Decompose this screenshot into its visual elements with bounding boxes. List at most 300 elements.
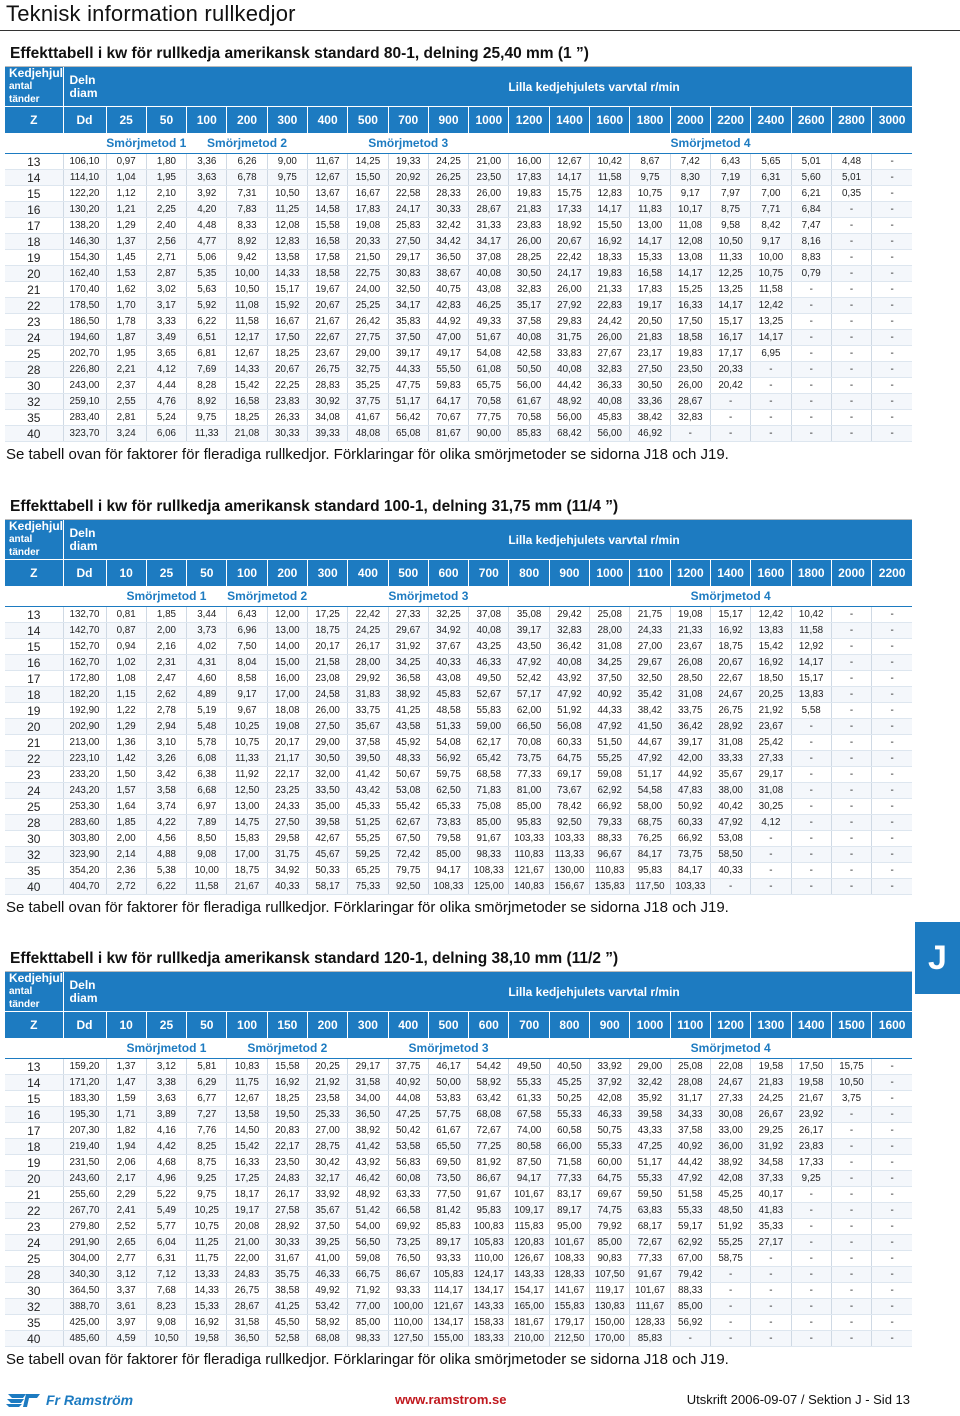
power-value: 14,75 bbox=[227, 815, 267, 831]
table-note: Se tabell ovan för faktorer för fleradiga rullkedjor. Förklaringar för olika smörjmetoder se sidorna J18 och J19. bbox=[6, 446, 729, 463]
power-value: 1,71 bbox=[106, 1107, 146, 1123]
rpm-value: 1200 bbox=[509, 107, 549, 134]
power-value: 61,08 bbox=[469, 362, 509, 378]
power-value: 15,42 bbox=[751, 639, 791, 655]
rpm-value: 1800 bbox=[791, 560, 831, 587]
power-value: 5,01 bbox=[791, 154, 831, 170]
rpm-value: 1200 bbox=[710, 1012, 750, 1039]
power-value: 32,83 bbox=[670, 410, 710, 426]
power-value: 43,92 bbox=[348, 1155, 388, 1171]
power-value: 40,42 bbox=[710, 799, 750, 815]
power-value: 43,50 bbox=[509, 639, 549, 655]
power-value: 24,67 bbox=[710, 687, 750, 703]
power-value: 2,71 bbox=[146, 250, 186, 266]
rpm-value: 300 bbox=[348, 1012, 388, 1039]
power-value: 2,31 bbox=[146, 655, 186, 671]
power-value: 35,00 bbox=[307, 799, 347, 815]
power-value: 1,80 bbox=[146, 154, 186, 170]
power-value: - bbox=[751, 1331, 791, 1347]
power-value: 26,75 bbox=[710, 703, 750, 719]
power-value: - bbox=[831, 1139, 871, 1155]
power-value: 2,14 bbox=[106, 847, 146, 863]
teeth-count: 20 bbox=[5, 266, 63, 282]
table-row bbox=[5, 879, 912, 895]
power-value: - bbox=[751, 1283, 791, 1299]
pitch-diameter: 142,70 bbox=[63, 623, 106, 639]
power-value: 6,29 bbox=[187, 1075, 227, 1091]
teeth-count: 17 bbox=[5, 671, 63, 687]
power-value: 18,50 bbox=[751, 671, 791, 687]
power-value: - bbox=[831, 218, 871, 234]
power-value: 58,17 bbox=[307, 879, 347, 895]
power-value: 19,67 bbox=[307, 282, 347, 298]
power-value: 2,00 bbox=[146, 623, 186, 639]
power-value: 4,12 bbox=[751, 815, 791, 831]
pitch-diameter: 364,50 bbox=[63, 1283, 106, 1299]
table-row bbox=[5, 234, 912, 250]
table-row bbox=[5, 1267, 912, 1283]
power-value: - bbox=[831, 767, 871, 783]
power-value: 35,08 bbox=[509, 607, 549, 623]
power-value: 45,50 bbox=[267, 1315, 307, 1331]
pitch-diameter: 255,60 bbox=[63, 1187, 106, 1203]
power-value: 31,08 bbox=[590, 639, 630, 655]
power-value: 15,42 bbox=[227, 378, 267, 394]
power-value: 100,00 bbox=[388, 1299, 428, 1315]
power-value: 40,08 bbox=[549, 655, 589, 671]
power-value: 28,25 bbox=[509, 250, 549, 266]
power-value: 134,17 bbox=[469, 1283, 509, 1299]
power-value: - bbox=[791, 863, 831, 879]
power-value: - bbox=[831, 426, 871, 442]
power-value: 25,42 bbox=[751, 735, 791, 751]
power-value: 27,00 bbox=[307, 1123, 347, 1139]
power-value: - bbox=[831, 1267, 871, 1283]
power-value: 22,83 bbox=[590, 298, 630, 314]
power-value: 55,25 bbox=[710, 1235, 750, 1251]
power-value: 1,50 bbox=[106, 767, 146, 783]
power-value: 15,25 bbox=[670, 282, 710, 298]
power-value: 125,00 bbox=[469, 879, 509, 895]
page-footer bbox=[0, 1390, 960, 1416]
power-value: 55,50 bbox=[428, 362, 468, 378]
pitch-diameter: 485,60 bbox=[63, 1331, 106, 1347]
power-value: 51,50 bbox=[590, 735, 630, 751]
power-value: 3,89 bbox=[146, 1107, 186, 1123]
power-value: 64,17 bbox=[428, 394, 468, 410]
teeth-count: 40 bbox=[5, 1331, 63, 1347]
sprocket-header bbox=[5, 520, 63, 560]
power-value: 1,95 bbox=[146, 170, 186, 186]
power-value: 19,33 bbox=[388, 154, 428, 170]
teeth-count: 24 bbox=[5, 330, 63, 346]
power-value: - bbox=[791, 1299, 831, 1315]
table-row bbox=[5, 1187, 912, 1203]
power-value: 44,42 bbox=[549, 378, 589, 394]
table-row bbox=[5, 410, 912, 426]
power-value: 6,22 bbox=[146, 879, 186, 895]
power-value: 23,92 bbox=[791, 1107, 831, 1123]
power-value: 84,17 bbox=[670, 863, 710, 879]
power-value: 11,58 bbox=[751, 282, 791, 298]
power-value: 72,67 bbox=[469, 1123, 509, 1139]
power-value: 26,25 bbox=[428, 170, 468, 186]
power-value: - bbox=[791, 847, 831, 863]
power-value: 11,33 bbox=[227, 751, 267, 767]
power-value: 62,17 bbox=[469, 735, 509, 751]
power-value: 156,67 bbox=[549, 879, 589, 895]
power-value: 67,00 bbox=[670, 1251, 710, 1267]
power-value: 103,33 bbox=[509, 831, 549, 847]
power-value: 32,00 bbox=[307, 767, 347, 783]
power-value: 90,83 bbox=[590, 1251, 630, 1267]
power-value: 40,50 bbox=[549, 1059, 589, 1075]
power-value: 46,33 bbox=[307, 1267, 347, 1283]
power-value: 24,42 bbox=[590, 314, 630, 330]
power-value: 65,50 bbox=[428, 1139, 468, 1155]
power-value: 86,67 bbox=[388, 1267, 428, 1283]
pitch-diameter: 152,70 bbox=[63, 639, 106, 655]
z-label: Z bbox=[5, 107, 63, 134]
power-value: 61,67 bbox=[509, 394, 549, 410]
power-value: 77,33 bbox=[509, 767, 549, 783]
power-value: 51,25 bbox=[348, 815, 388, 831]
power-value: 10,50 bbox=[146, 1331, 186, 1347]
power-value: 8,25 bbox=[187, 1139, 227, 1155]
power-value: - bbox=[872, 154, 912, 170]
power-value: - bbox=[831, 671, 871, 687]
power-value: 96,67 bbox=[590, 847, 630, 863]
power-value: 10,83 bbox=[227, 1059, 267, 1075]
power-value: 14,17 bbox=[670, 266, 710, 282]
power-value: 7,27 bbox=[187, 1107, 227, 1123]
power-value: 14,50 bbox=[227, 1123, 267, 1139]
pitch-diameter: 253,30 bbox=[63, 799, 106, 815]
power-value: 14,17 bbox=[549, 170, 589, 186]
power-value: 67,50 bbox=[388, 831, 428, 847]
power-value: 20,33 bbox=[348, 234, 388, 250]
power-value: 29,67 bbox=[630, 655, 670, 671]
power-value: 11,33 bbox=[710, 250, 750, 266]
teeth-count: 22 bbox=[5, 298, 63, 314]
power-value: 23,67 bbox=[670, 639, 710, 655]
power-value: 23,50 bbox=[267, 1155, 307, 1171]
power-value: 3,74 bbox=[146, 799, 186, 815]
power-value: 91,67 bbox=[630, 1267, 670, 1283]
pitch-diameter: 354,20 bbox=[63, 863, 106, 879]
power-value: - bbox=[831, 607, 871, 623]
power-value: 8,16 bbox=[791, 234, 831, 250]
table-row bbox=[5, 831, 912, 847]
power-value: 72,67 bbox=[630, 1235, 670, 1251]
power-value: 30,50 bbox=[307, 751, 347, 767]
power-value: - bbox=[831, 1331, 871, 1347]
power-value: 12,83 bbox=[590, 186, 630, 202]
power-value: 14,17 bbox=[791, 655, 831, 671]
power-value: 39,58 bbox=[630, 1107, 670, 1123]
power-value: 46,17 bbox=[428, 1059, 468, 1075]
power-value: 95,83 bbox=[509, 815, 549, 831]
power-value: 26,17 bbox=[348, 639, 388, 655]
power-value: 14,33 bbox=[267, 266, 307, 282]
teeth-count: 25 bbox=[5, 346, 63, 362]
rpm-value: 1000 bbox=[469, 107, 509, 134]
website-link[interactable]: www.ramstrom.se bbox=[395, 1392, 507, 1407]
section-tab-j: J bbox=[915, 922, 960, 994]
power-value: 26,67 bbox=[751, 1107, 791, 1123]
power-value: 130,00 bbox=[549, 863, 589, 879]
power-value: 34,25 bbox=[590, 655, 630, 671]
table-row bbox=[5, 1075, 912, 1091]
power-value: - bbox=[872, 1219, 912, 1235]
power-value: 13,08 bbox=[670, 250, 710, 266]
power-value: 69,50 bbox=[428, 1155, 468, 1171]
power-value: 58,92 bbox=[307, 1315, 347, 1331]
pitch-diameter: 340,30 bbox=[63, 1267, 106, 1283]
power-value: 41,42 bbox=[348, 767, 388, 783]
teeth-count: 22 bbox=[5, 1203, 63, 1219]
power-value: 19,83 bbox=[509, 186, 549, 202]
pitch-diameter: 283,60 bbox=[63, 815, 106, 831]
teeth-count: 21 bbox=[5, 282, 63, 298]
power-value: 43,33 bbox=[630, 1123, 670, 1139]
power-value: 60,08 bbox=[388, 1171, 428, 1187]
rpm-value: 800 bbox=[549, 1012, 589, 1039]
power-value: 5,48 bbox=[187, 719, 227, 735]
power-value: 1,94 bbox=[106, 1139, 146, 1155]
power-value: 155,00 bbox=[428, 1331, 468, 1347]
power-value: 36,50 bbox=[348, 1107, 388, 1123]
power-value: 35,67 bbox=[348, 719, 388, 735]
power-value: 20,33 bbox=[710, 362, 750, 378]
power-value: 2,21 bbox=[106, 362, 146, 378]
power-value: 13,83 bbox=[791, 687, 831, 703]
power-value: 41,42 bbox=[348, 1139, 388, 1155]
power-value: 28,00 bbox=[348, 655, 388, 671]
power-value: 32,83 bbox=[549, 623, 589, 639]
power-value: 12,67 bbox=[549, 154, 589, 170]
power-value: 8,04 bbox=[227, 655, 267, 671]
power-value: 73,75 bbox=[509, 751, 549, 767]
power-value: 6,84 bbox=[791, 202, 831, 218]
power-value: 8,33 bbox=[227, 218, 267, 234]
power-value: 48,92 bbox=[348, 1187, 388, 1203]
power-value: - bbox=[831, 378, 871, 394]
rpm-value: 300 bbox=[307, 560, 347, 587]
power-value: 16,33 bbox=[227, 1155, 267, 1171]
power-value: 51,17 bbox=[630, 1155, 670, 1171]
power-value: 48,58 bbox=[428, 703, 468, 719]
pitch-diameter: 178,50 bbox=[63, 298, 106, 314]
power-value: 37,08 bbox=[469, 250, 509, 266]
rpm-value: 1600 bbox=[872, 1012, 912, 1039]
power-value: - bbox=[872, 266, 912, 282]
power-value: 63,33 bbox=[388, 1187, 428, 1203]
power-value: 36,50 bbox=[428, 250, 468, 266]
power-value: 18,25 bbox=[267, 346, 307, 362]
power-value: 50,50 bbox=[509, 362, 549, 378]
power-value: 85,00 bbox=[509, 799, 549, 815]
rpm-value: 400 bbox=[307, 107, 347, 134]
table-row bbox=[5, 378, 912, 394]
pitch-diameter: 404,70 bbox=[63, 879, 106, 895]
teeth-label: antal tänder bbox=[9, 986, 40, 1010]
teeth-count: 32 bbox=[5, 1299, 63, 1315]
power-value: 40,08 bbox=[469, 266, 509, 282]
pitch-diameter: 231,50 bbox=[63, 1155, 106, 1171]
teeth-count: 21 bbox=[5, 1187, 63, 1203]
power-value: 20,67 bbox=[267, 362, 307, 378]
table-row bbox=[5, 282, 912, 298]
power-value: 212,50 bbox=[549, 1331, 589, 1347]
power-value: - bbox=[872, 687, 912, 703]
power-value: 210,00 bbox=[509, 1331, 549, 1347]
power-value: 12,67 bbox=[307, 170, 347, 186]
power-value: 117,50 bbox=[630, 879, 670, 895]
power-value: 62,67 bbox=[388, 815, 428, 831]
power-value: 43,92 bbox=[549, 671, 589, 687]
power-value: 2,17 bbox=[106, 1171, 146, 1187]
power-value: 79,75 bbox=[388, 863, 428, 879]
power-value: - bbox=[791, 831, 831, 847]
power-value: - bbox=[710, 394, 750, 410]
power-value: 38,92 bbox=[348, 1123, 388, 1139]
power-value: 26,00 bbox=[509, 234, 549, 250]
teeth-count: 14 bbox=[5, 1075, 63, 1091]
power-value: 18,33 bbox=[590, 250, 630, 266]
power-value: 66,92 bbox=[590, 799, 630, 815]
deln-label: Deln bbox=[69, 525, 96, 540]
power-value: 49,92 bbox=[307, 1283, 347, 1299]
table-row bbox=[5, 1059, 912, 1075]
power-value: - bbox=[831, 687, 871, 703]
table-row bbox=[5, 218, 912, 234]
power-value: 12,25 bbox=[710, 266, 750, 282]
power-value: 29,17 bbox=[348, 1059, 388, 1075]
power-value: 38,00 bbox=[710, 783, 750, 799]
dd-label: Dd bbox=[63, 1012, 106, 1039]
power-value: 78,42 bbox=[549, 799, 589, 815]
power-value: 23,25 bbox=[267, 783, 307, 799]
power-value: 35,33 bbox=[751, 1219, 791, 1235]
power-value: 4,20 bbox=[187, 202, 227, 218]
power-value: - bbox=[831, 719, 871, 735]
power-value: 110,00 bbox=[469, 1251, 509, 1267]
power-value: 31,75 bbox=[549, 330, 589, 346]
power-value: 3,44 bbox=[187, 607, 227, 623]
power-value: 41,25 bbox=[267, 1299, 307, 1315]
power-value: - bbox=[872, 863, 912, 879]
power-value: 29,17 bbox=[751, 767, 791, 783]
power-value: 39,17 bbox=[670, 735, 710, 751]
power-value: 61,33 bbox=[509, 1091, 549, 1107]
power-value: 4,77 bbox=[187, 234, 227, 250]
table-row bbox=[5, 154, 912, 170]
power-value: 3,17 bbox=[146, 298, 186, 314]
power-value: 21,83 bbox=[751, 1075, 791, 1091]
power-value: 1,36 bbox=[106, 735, 146, 751]
power-value: 29,17 bbox=[388, 250, 428, 266]
header-row-labels bbox=[5, 67, 912, 107]
power-value: 13,33 bbox=[187, 1267, 227, 1283]
teeth-count: 35 bbox=[5, 1315, 63, 1331]
power-value: 21,08 bbox=[227, 426, 267, 442]
pitch-diameter: 219,40 bbox=[63, 1139, 106, 1155]
power-value: 21,00 bbox=[469, 154, 509, 170]
power-value: - bbox=[831, 314, 871, 330]
power-value: 36,00 bbox=[710, 1139, 750, 1155]
teeth-count: 35 bbox=[5, 863, 63, 879]
power-value: 10,75 bbox=[630, 186, 670, 202]
power-value: 1,29 bbox=[106, 218, 146, 234]
power-value: 3,49 bbox=[146, 330, 186, 346]
power-value: 47,25 bbox=[388, 1107, 428, 1123]
power-value: 11,83 bbox=[630, 202, 670, 218]
power-value: 3,61 bbox=[106, 1299, 146, 1315]
power-value: 9,17 bbox=[670, 186, 710, 202]
power-value: 52,67 bbox=[469, 687, 509, 703]
power-value: 17,83 bbox=[509, 170, 549, 186]
lubrication-method-row bbox=[5, 1038, 912, 1059]
teeth-count: 32 bbox=[5, 847, 63, 863]
power-value: 58,92 bbox=[469, 1075, 509, 1091]
power-value: - bbox=[831, 346, 871, 362]
power-value: 27,50 bbox=[630, 362, 670, 378]
rpm-value: 1300 bbox=[751, 1012, 791, 1039]
power-value: 70,67 bbox=[428, 410, 468, 426]
power-value: - bbox=[751, 410, 791, 426]
power-value: 31,58 bbox=[348, 1075, 388, 1091]
pitch-diameter: 182,20 bbox=[63, 687, 106, 703]
power-value: - bbox=[791, 879, 831, 895]
power-value: 3,10 bbox=[146, 735, 186, 751]
power-value: 5,92 bbox=[187, 298, 227, 314]
power-value: - bbox=[872, 1075, 912, 1091]
power-value: 34,25 bbox=[388, 655, 428, 671]
power-value: - bbox=[831, 234, 871, 250]
power-value: 47,75 bbox=[388, 378, 428, 394]
power-value: 0,94 bbox=[106, 639, 146, 655]
rpm-value: 25 bbox=[106, 107, 146, 134]
power-value: 16,92 bbox=[590, 234, 630, 250]
power-value: 85,00 bbox=[590, 1235, 630, 1251]
power-value: - bbox=[872, 170, 912, 186]
power-value: 60,33 bbox=[670, 815, 710, 831]
power-value: 170,00 bbox=[590, 1331, 630, 1347]
power-value: 1,12 bbox=[106, 186, 146, 202]
power-value: 6,96 bbox=[227, 623, 267, 639]
power-value: 3,33 bbox=[146, 314, 186, 330]
teeth-count: 18 bbox=[5, 234, 63, 250]
power-value: 54,58 bbox=[630, 783, 670, 799]
power-value: 24,33 bbox=[630, 623, 670, 639]
power-value: 5,49 bbox=[146, 1203, 186, 1219]
power-value: - bbox=[831, 1107, 871, 1123]
power-value: 94,17 bbox=[428, 863, 468, 879]
power-value: 114,17 bbox=[428, 1283, 468, 1299]
power-value: 77,75 bbox=[469, 410, 509, 426]
power-value: - bbox=[872, 218, 912, 234]
power-value: 73,83 bbox=[428, 815, 468, 831]
power-value: 74,00 bbox=[509, 1123, 549, 1139]
power-value: - bbox=[872, 394, 912, 410]
power-value: 5,06 bbox=[187, 250, 227, 266]
teeth-count: 20 bbox=[5, 719, 63, 735]
power-value: 22,67 bbox=[710, 671, 750, 687]
rpm-value: 2200 bbox=[710, 107, 750, 134]
power-value: 8,83 bbox=[791, 250, 831, 266]
power-value: 8,75 bbox=[187, 1155, 227, 1171]
